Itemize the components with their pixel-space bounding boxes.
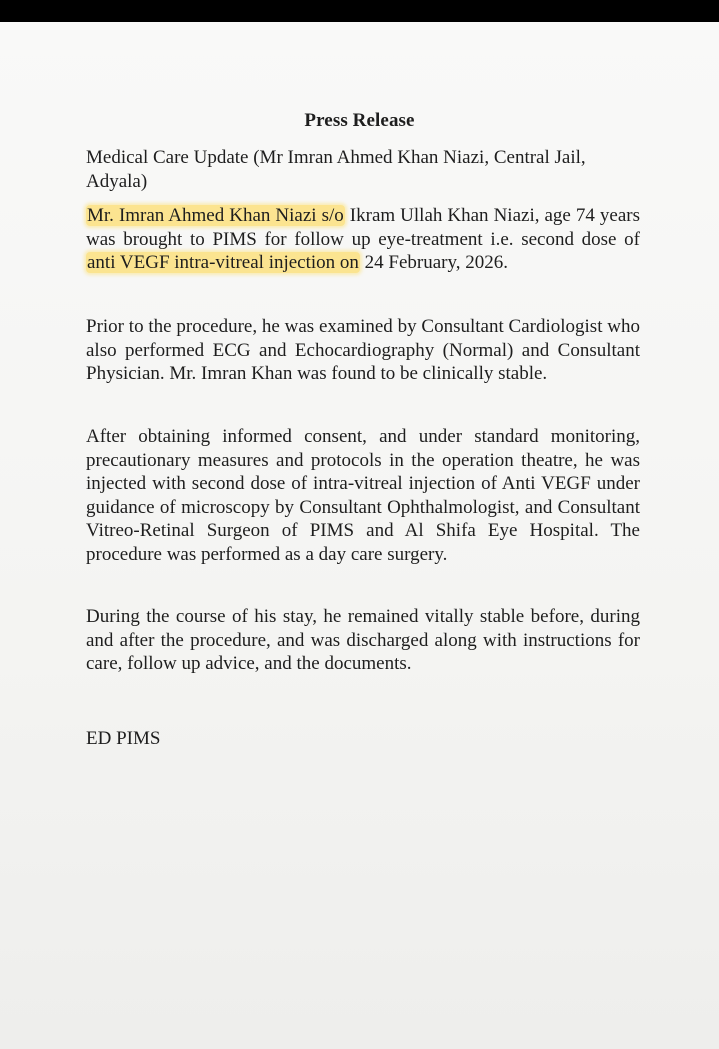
paragraph-1-text-a: Ikram Ullah Khan Niazi, age 74 years was brought to PIMS for follow up eye-treatment i.e. second dose of	[86, 205, 640, 250]
paragraph-1-text-b: 24 February, 2026.	[359, 252, 509, 273]
document-subtitle: Medical Care Update (Mr Imran Ahmed Khan Niazi, Central Jail, Adyala)	[86, 147, 586, 192]
highlighted-name: Mr. Imran Ahmed Khan Niazi s/o	[87, 205, 344, 226]
top-black-bar	[0, 0, 719, 22]
paragraph-4: During the course of his stay, he remained vitally stable before, during and after the procedure, and was discharged along with instructions for care, follow up advice, and the documents.	[86, 606, 640, 674]
document-title: Press Release	[304, 110, 415, 131]
paragraph-3: After obtaining informed consent, and under standard monitoring, precautionary measures and protocols in the operation theatre, he was injected with second dose of intra-vitreal injection of Anti VEGF under guidance of microscopy by Consultant Ophthalmologist, and Consultant Vitreo-Retinal Surgeon of PIMS and Al Shifa Eye Hospital. The procedure was performed as a day care surgery.	[86, 426, 640, 565]
paragraph-1	[86, 204, 640, 275]
highlighted-injection: anti VEGF intra-vitreal injection on	[87, 252, 359, 273]
signature: ED PIMS	[86, 728, 161, 749]
paragraph-2: Prior to the procedure, he was examined by Consultant Cardiologist who also performed ECG and Echocardiography (Normal) and Consultant Physician. Mr. Imran Khan was found to be clinically stable.	[86, 316, 640, 384]
